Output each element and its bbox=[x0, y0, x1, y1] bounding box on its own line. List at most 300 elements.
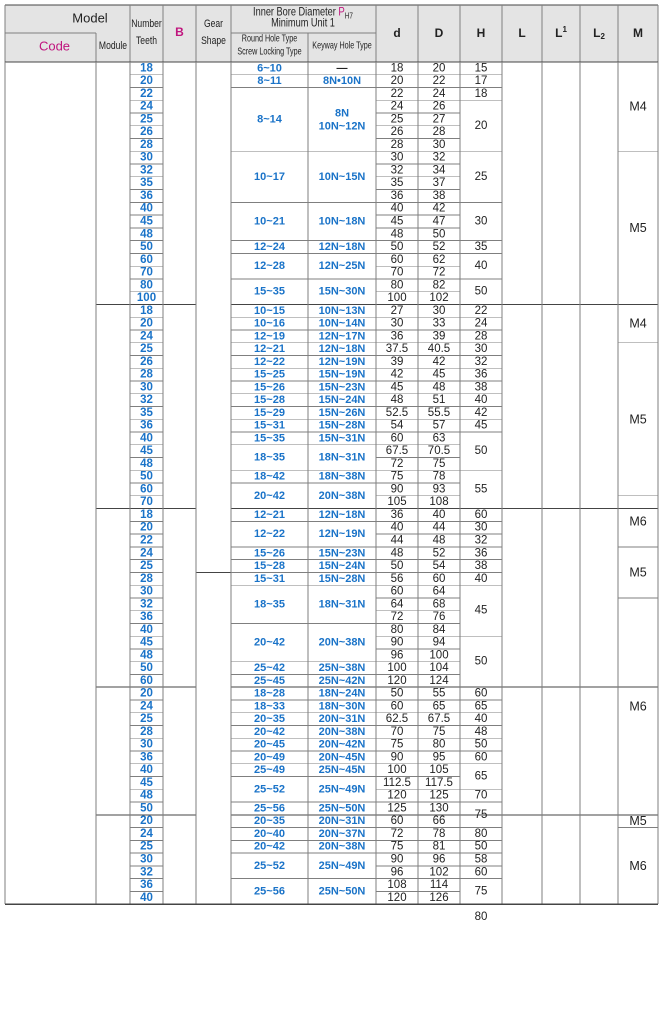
D-value: 50 bbox=[432, 228, 446, 241]
round-hole-range: 12~24 bbox=[254, 241, 285, 254]
keyway-range: 20N~31N bbox=[318, 713, 366, 726]
teeth-count: 48 bbox=[140, 457, 153, 470]
keyway-range: 20N~42N bbox=[318, 738, 366, 751]
teeth-count: 25 bbox=[140, 343, 153, 356]
round-hole-range: 10~15 bbox=[254, 304, 285, 317]
header-number-teeth: Number bbox=[131, 17, 162, 31]
D-value: 108 bbox=[429, 496, 449, 509]
D-value: 72 bbox=[432, 266, 446, 279]
round-hole-range: 20~45 bbox=[254, 738, 285, 751]
round-hole-range: 10~17 bbox=[254, 170, 285, 183]
D-value: 76 bbox=[432, 611, 446, 624]
D-value: 40.5 bbox=[427, 343, 451, 356]
teeth-count: 32 bbox=[140, 598, 153, 611]
round-hole-range: 15~26 bbox=[254, 547, 285, 560]
teeth-count: 32 bbox=[140, 164, 153, 177]
teeth-count: 32 bbox=[140, 866, 153, 879]
d-value: 80 bbox=[390, 623, 404, 636]
d-value: 18 bbox=[390, 62, 404, 75]
round-hole-range: 25~56 bbox=[254, 802, 285, 815]
d-value: 50 bbox=[390, 687, 404, 700]
d-value: 50 bbox=[390, 241, 404, 254]
round-hole-range: 12~28 bbox=[254, 260, 285, 273]
teeth-count: 60 bbox=[140, 253, 153, 266]
H-value: 80 bbox=[474, 910, 488, 923]
H-value: 40 bbox=[474, 394, 488, 407]
keyway-range: 12N~17N bbox=[318, 330, 366, 343]
D-value: 51 bbox=[432, 394, 446, 407]
D-value: 82 bbox=[432, 279, 446, 292]
round-hole-range: 15~31 bbox=[254, 419, 285, 432]
round-hole-range: 18~28 bbox=[254, 687, 285, 700]
round-hole-range: 15~29 bbox=[254, 406, 285, 419]
D-value: 100 bbox=[429, 649, 449, 662]
D-value: 94 bbox=[432, 636, 446, 649]
teeth-count: 24 bbox=[140, 100, 153, 113]
D-value: 54 bbox=[432, 560, 446, 573]
round-hole-range: 20~40 bbox=[254, 827, 285, 840]
d-value: 37.5 bbox=[385, 343, 409, 356]
teeth-count: 26 bbox=[140, 355, 153, 368]
round-hole-range: 25~45 bbox=[254, 674, 285, 687]
keyway-range: 15N~23N bbox=[318, 547, 366, 560]
d-value: 60 bbox=[390, 815, 404, 828]
header-minimum-unit: Minimum Unit 1 bbox=[271, 17, 335, 31]
teeth-count: 24 bbox=[140, 330, 153, 343]
D-value: 38 bbox=[432, 189, 446, 202]
keyway-range: 15N~26N bbox=[318, 406, 366, 419]
H-value: 65 bbox=[474, 700, 488, 713]
d-value: 60 bbox=[390, 700, 404, 713]
d-value: 100 bbox=[387, 292, 407, 305]
D-value: 39 bbox=[432, 330, 446, 343]
d-value: 26 bbox=[390, 126, 404, 139]
keyway-range: 15N~24N bbox=[318, 394, 366, 407]
teeth-count: 24 bbox=[140, 700, 153, 713]
teeth-count: 45 bbox=[140, 636, 153, 649]
round-hole-range: 20~42 bbox=[254, 636, 285, 649]
round-hole-range: 10~21 bbox=[254, 215, 285, 228]
round-hole-range: 20~35 bbox=[254, 713, 285, 726]
d-value: 96 bbox=[390, 866, 404, 879]
d-value: 90 bbox=[390, 853, 404, 866]
keyway-range: 25N~42N bbox=[318, 674, 366, 687]
teeth-count: 48 bbox=[140, 789, 153, 802]
H-value: 42 bbox=[474, 406, 488, 419]
teeth-count: 60 bbox=[140, 674, 153, 687]
round-hole-range: 6~10 bbox=[257, 62, 282, 75]
header-D: D bbox=[434, 26, 444, 40]
teeth-count: 40 bbox=[140, 432, 153, 445]
H-value: 45 bbox=[474, 604, 488, 617]
D-value: 78 bbox=[432, 827, 446, 840]
keyway-range: 12N~25N bbox=[318, 260, 366, 273]
D-value: 47 bbox=[432, 215, 446, 228]
d-value: 40 bbox=[390, 202, 404, 215]
round-hole-range: 12~22 bbox=[254, 355, 285, 368]
d-value: 60 bbox=[390, 253, 404, 266]
D-value: 57 bbox=[432, 419, 446, 432]
d-value: 112.5 bbox=[383, 776, 411, 789]
header-L: L bbox=[518, 26, 526, 40]
d-value: 52.5 bbox=[385, 406, 409, 419]
D-value: 60 bbox=[432, 572, 446, 585]
teeth-count: 36 bbox=[140, 879, 153, 892]
teeth-count: 25 bbox=[140, 113, 153, 126]
d-value: 64 bbox=[390, 598, 404, 611]
teeth-count: 48 bbox=[140, 228, 153, 241]
D-value: 124 bbox=[429, 674, 449, 687]
keyway-range: 25N~49N bbox=[318, 859, 366, 872]
teeth-count: 50 bbox=[140, 470, 153, 483]
keyway-range: 10N~18N bbox=[318, 215, 366, 228]
M-value: M5 bbox=[629, 814, 647, 829]
teeth-count: 80 bbox=[140, 279, 153, 292]
round-hole-range: 12~22 bbox=[254, 528, 285, 541]
round-hole-range: 15~35 bbox=[254, 285, 285, 298]
H-value: 35 bbox=[474, 241, 488, 254]
d-value: 90 bbox=[390, 483, 404, 496]
teeth-count: 28 bbox=[140, 725, 153, 738]
d-value: 54 bbox=[390, 419, 404, 432]
keyway-range: 25N~50N bbox=[318, 802, 366, 815]
d-value: 60 bbox=[390, 585, 404, 598]
keyway-range: 25N~38N bbox=[318, 662, 366, 675]
H-value: 50 bbox=[474, 738, 488, 751]
round-hole-range: 15~28 bbox=[254, 394, 285, 407]
D-value: 70.5 bbox=[427, 445, 451, 458]
teeth-count: 20 bbox=[140, 317, 153, 330]
d-value: 25 bbox=[390, 113, 404, 126]
d-value: 50 bbox=[390, 560, 404, 573]
round-hole-range: 20~35 bbox=[254, 815, 285, 828]
teeth-count: 30 bbox=[140, 585, 153, 598]
d-value: 28 bbox=[390, 138, 404, 151]
d-value: 35 bbox=[390, 177, 404, 190]
H-value: 32 bbox=[474, 534, 488, 547]
keyway-range: 25N~45N bbox=[318, 764, 366, 777]
H-value: 50 bbox=[474, 655, 488, 668]
d-value: 48 bbox=[390, 228, 404, 241]
D-value: 78 bbox=[432, 470, 446, 483]
d-value: 45 bbox=[390, 215, 404, 228]
D-value: 42 bbox=[432, 202, 446, 215]
d-value: 75 bbox=[390, 840, 404, 853]
round-hole-range: 25~49 bbox=[254, 764, 285, 777]
D-value: 126 bbox=[429, 891, 449, 904]
H-value: 15 bbox=[474, 62, 488, 75]
H-value: 50 bbox=[474, 840, 488, 853]
keyway-range: 18N~30N bbox=[318, 700, 366, 713]
teeth-count: 22 bbox=[140, 87, 153, 100]
d-value: 32 bbox=[390, 164, 404, 177]
D-value: 75 bbox=[432, 457, 446, 470]
keyway-range: 8N•10N bbox=[322, 75, 362, 88]
D-value: 30 bbox=[432, 138, 446, 151]
H-value: 25 bbox=[474, 170, 488, 183]
header-number-teeth: Teeth bbox=[136, 34, 157, 48]
teeth-count: 25 bbox=[140, 713, 153, 726]
D-value: 33 bbox=[432, 317, 446, 330]
keyway-range: 10N~12N bbox=[318, 120, 366, 133]
M-value: M5 bbox=[629, 565, 647, 580]
d-value: 90 bbox=[390, 751, 404, 764]
teeth-count: 22 bbox=[140, 534, 153, 547]
D-value: 62 bbox=[432, 253, 446, 266]
D-value: 22 bbox=[432, 75, 446, 88]
header-gear-shape: Shape bbox=[201, 34, 226, 48]
teeth-count: 26 bbox=[140, 126, 153, 139]
D-value: 93 bbox=[432, 483, 446, 496]
round-hole-range: 18~42 bbox=[254, 470, 285, 483]
H-value: 60 bbox=[474, 687, 488, 700]
teeth-count: 35 bbox=[140, 177, 153, 190]
d-value: 96 bbox=[390, 649, 404, 662]
round-hole-range: 15~35 bbox=[254, 432, 285, 445]
header-L2: $L_2$ bbox=[593, 26, 605, 41]
header-code: Code bbox=[38, 38, 71, 54]
D-value: 65 bbox=[432, 700, 446, 713]
header-inner-bore: Inner Bore Diameter $P_{H7}$ bbox=[253, 5, 353, 20]
D-value: 105 bbox=[429, 764, 449, 777]
teeth-count: 48 bbox=[140, 649, 153, 662]
keyway-range: 8N bbox=[334, 107, 350, 120]
M-value: M6 bbox=[629, 699, 647, 714]
round-hole-range: 20~42 bbox=[254, 725, 285, 738]
header-model: Model bbox=[72, 10, 108, 26]
D-value: 96 bbox=[432, 853, 446, 866]
keyway-range: 20N~38N bbox=[318, 489, 366, 502]
teeth-count: 20 bbox=[140, 75, 153, 88]
keyway-range: 10N~13N bbox=[318, 304, 366, 317]
teeth-count: 36 bbox=[140, 189, 153, 202]
H-value: 22 bbox=[474, 304, 488, 317]
D-value: 45 bbox=[432, 368, 446, 381]
keyway-range: 12N~18N bbox=[318, 343, 366, 356]
round-hole-range: 12~21 bbox=[254, 508, 285, 521]
d-value: 48 bbox=[390, 394, 404, 407]
D-value: 67.5 bbox=[427, 713, 451, 726]
teeth-count: 25 bbox=[140, 560, 153, 573]
H-value: 38 bbox=[474, 381, 488, 394]
D-value: 26 bbox=[432, 100, 446, 113]
teeth-count: 35 bbox=[140, 406, 153, 419]
keyway-range: 12N~18N bbox=[318, 241, 366, 254]
d-value: 80 bbox=[390, 279, 404, 292]
teeth-count: 18 bbox=[140, 508, 153, 521]
d-value: 60 bbox=[390, 432, 404, 445]
teeth-count: 30 bbox=[140, 151, 153, 164]
keyway-range: 20N~37N bbox=[318, 827, 366, 840]
D-value: 66 bbox=[432, 815, 446, 828]
d-value: 90 bbox=[390, 636, 404, 649]
D-value: 52 bbox=[432, 547, 446, 560]
teeth-count: 40 bbox=[140, 623, 153, 636]
d-value: 120 bbox=[387, 891, 407, 904]
M-value: M5 bbox=[629, 220, 647, 235]
D-value: 52 bbox=[432, 241, 446, 254]
D-value: 37 bbox=[432, 177, 446, 190]
M-value: M6 bbox=[629, 858, 647, 873]
d-value: 42 bbox=[390, 368, 404, 381]
H-value: 20 bbox=[474, 119, 488, 132]
round-hole-range: 20~42 bbox=[254, 489, 285, 502]
d-value: 72 bbox=[390, 611, 404, 624]
header-round-hole: Round Hole Type bbox=[241, 32, 298, 44]
header-module: Module bbox=[98, 39, 128, 53]
H-value: 40 bbox=[474, 572, 488, 585]
d-value: 20 bbox=[390, 75, 404, 88]
teeth-count: 100 bbox=[136, 292, 157, 305]
d-value: 36 bbox=[390, 508, 404, 521]
keyway-range: 15N~30N bbox=[318, 285, 366, 298]
keyway-range: 12N~19N bbox=[318, 528, 366, 541]
H-value: 40 bbox=[474, 260, 488, 273]
teeth-count: 45 bbox=[140, 215, 153, 228]
D-value: 130 bbox=[429, 802, 449, 815]
d-value: 72 bbox=[390, 827, 404, 840]
d-value: 120 bbox=[387, 674, 407, 687]
header-H: H bbox=[476, 26, 486, 40]
M-value: M4 bbox=[629, 316, 647, 331]
teeth-count: 32 bbox=[140, 394, 153, 407]
d-value: 22 bbox=[390, 87, 404, 100]
d-value: 72 bbox=[390, 457, 404, 470]
teeth-count: 45 bbox=[140, 445, 153, 458]
D-value: 64 bbox=[432, 585, 446, 598]
keyway-range: 25N~50N bbox=[318, 885, 366, 898]
teeth-count: 50 bbox=[140, 241, 153, 254]
d-value: 39 bbox=[390, 355, 404, 368]
H-value: 32 bbox=[474, 355, 488, 368]
D-value: 48 bbox=[432, 534, 446, 547]
d-value: 30 bbox=[390, 317, 404, 330]
keyway-range: 20N~31N bbox=[318, 815, 366, 828]
D-value: 104 bbox=[429, 662, 449, 675]
round-hole-range: 25~42 bbox=[254, 662, 285, 675]
M-value: M4 bbox=[629, 99, 647, 114]
d-value: 100 bbox=[387, 764, 407, 777]
d-value: 36 bbox=[390, 189, 404, 202]
round-hole-range: 10~16 bbox=[254, 317, 285, 330]
keyway-range: 10N~14N bbox=[318, 317, 366, 330]
teeth-count: 40 bbox=[140, 764, 153, 777]
D-value: 32 bbox=[432, 151, 446, 164]
D-value: 75 bbox=[432, 725, 446, 738]
d-value: 36 bbox=[390, 330, 404, 343]
H-value: 38 bbox=[474, 560, 488, 573]
teeth-count: 28 bbox=[140, 138, 153, 151]
H-value: 70 bbox=[474, 789, 488, 802]
teeth-count: 28 bbox=[140, 572, 153, 585]
H-value: 30 bbox=[474, 343, 488, 356]
d-value: 40 bbox=[390, 521, 404, 534]
keyway-range: 15N~19N bbox=[318, 368, 366, 381]
round-hole-range: 15~25 bbox=[254, 368, 285, 381]
d-value: 45 bbox=[390, 381, 404, 394]
keyway-range: 18N~31N bbox=[318, 598, 366, 611]
D-value: 24 bbox=[432, 87, 446, 100]
round-hole-range: 25~52 bbox=[254, 783, 285, 796]
d-value: 30 bbox=[390, 151, 404, 164]
H-value: 45 bbox=[474, 419, 488, 432]
H-value: 50 bbox=[474, 285, 488, 298]
D-value: 81 bbox=[432, 840, 446, 853]
teeth-count: 60 bbox=[140, 483, 153, 496]
d-value: 105 bbox=[387, 496, 407, 509]
D-value: 42 bbox=[432, 355, 446, 368]
teeth-count: 24 bbox=[140, 547, 153, 560]
H-value: 60 bbox=[474, 866, 488, 879]
H-value: 58 bbox=[474, 853, 488, 866]
H-value: 36 bbox=[474, 368, 488, 381]
round-hole-range: 25~52 bbox=[254, 859, 285, 872]
teeth-count: 40 bbox=[140, 891, 153, 904]
header-b: B bbox=[175, 25, 184, 39]
round-hole-range: 8~14 bbox=[257, 113, 282, 126]
keyway-range: 15N~28N bbox=[318, 572, 366, 585]
round-hole-range: 18~35 bbox=[254, 451, 285, 464]
d-value: 56 bbox=[390, 572, 404, 585]
teeth-count: 18 bbox=[140, 62, 153, 75]
d-value: 125 bbox=[387, 802, 407, 815]
teeth-count: 18 bbox=[140, 304, 153, 317]
keyway-range: 15N~24N bbox=[318, 560, 366, 573]
keyway-range: 18N~31N bbox=[318, 451, 366, 464]
H-value: 60 bbox=[474, 751, 488, 764]
H-value: 40 bbox=[474, 713, 488, 726]
teeth-count: 30 bbox=[140, 381, 153, 394]
D-value: 40 bbox=[432, 508, 446, 521]
D-value: 55 bbox=[432, 687, 446, 700]
D-value: 28 bbox=[432, 126, 446, 139]
H-value: 18 bbox=[474, 87, 488, 100]
keyway-range: 20N~38N bbox=[318, 636, 366, 649]
round-hole-range: 15~31 bbox=[254, 572, 285, 585]
round-hole-range: 20~49 bbox=[254, 751, 285, 764]
teeth-count: 25 bbox=[140, 840, 153, 853]
H-value: 50 bbox=[474, 445, 488, 458]
teeth-count: 36 bbox=[140, 751, 153, 764]
round-hole-range: 18~33 bbox=[254, 700, 285, 713]
teeth-count: 20 bbox=[140, 521, 153, 534]
d-value: 48 bbox=[390, 547, 404, 560]
keyway-range: 25N~49N bbox=[318, 783, 366, 796]
d-value: 75 bbox=[390, 738, 404, 751]
keyway-range: 18N~24N bbox=[318, 687, 366, 700]
round-hole-range: 12~21 bbox=[254, 343, 285, 356]
H-value: 80 bbox=[474, 827, 488, 840]
D-value: 30 bbox=[432, 304, 446, 317]
keyway-range: 15N~31N bbox=[318, 432, 366, 445]
keyway-range: 20N~45N bbox=[318, 751, 366, 764]
d-value: 24 bbox=[390, 100, 404, 113]
round-hole-range: 12~19 bbox=[254, 330, 285, 343]
d-value: 27 bbox=[390, 304, 404, 317]
teeth-count: 30 bbox=[140, 738, 153, 751]
teeth-count: 40 bbox=[140, 202, 153, 215]
keyway-range: 20N~38N bbox=[318, 725, 366, 738]
teeth-count: 50 bbox=[140, 662, 153, 675]
H-value: 30 bbox=[474, 215, 488, 228]
D-value: 48 bbox=[432, 381, 446, 394]
H-value: 28 bbox=[474, 330, 488, 343]
teeth-count: 45 bbox=[140, 776, 153, 789]
round-hole-range: 15~26 bbox=[254, 381, 285, 394]
d-value: 108 bbox=[387, 879, 407, 892]
round-hole-range: 25~56 bbox=[254, 885, 285, 898]
D-value: 55.5 bbox=[427, 406, 451, 419]
